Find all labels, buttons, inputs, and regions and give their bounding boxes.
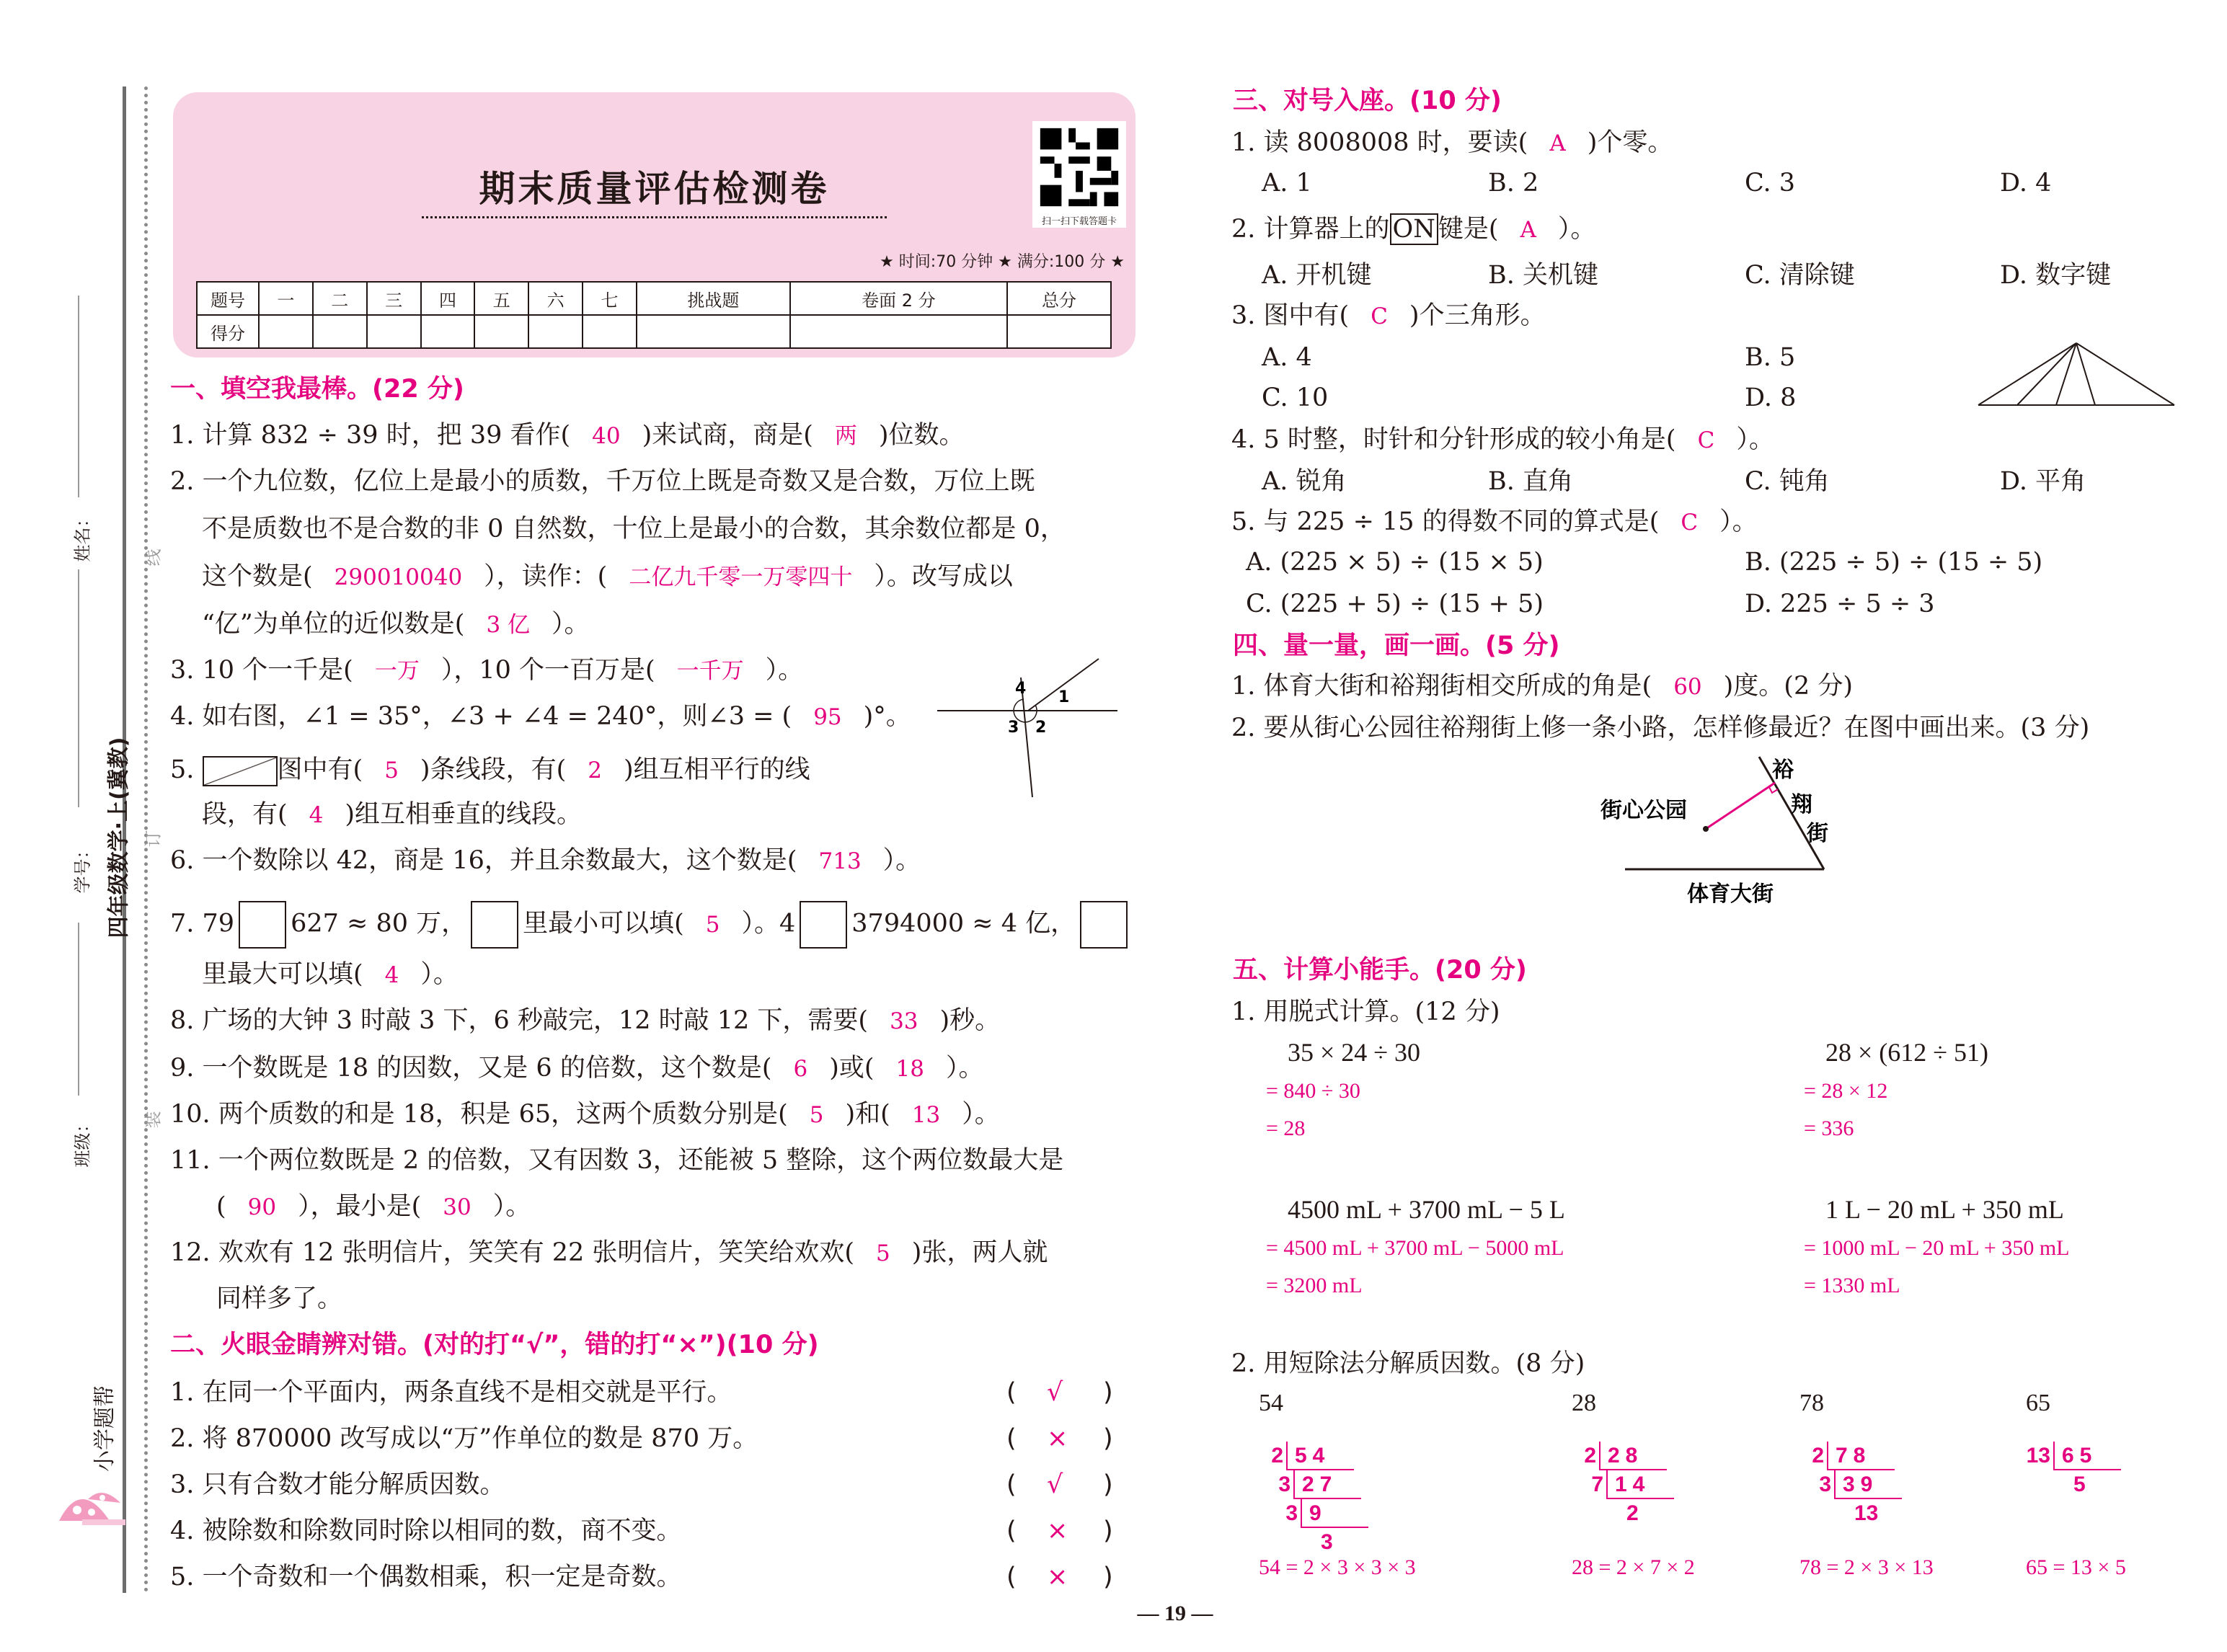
page-title: 期末质量评估检测卷 xyxy=(479,168,830,210)
question-text: 5. 与 225 ÷ 15 的得数不同的算式是( xyxy=(1231,507,1660,536)
answer-text: 290010040 xyxy=(334,564,463,590)
calc-step: = 336 xyxy=(1804,1116,1854,1140)
question-text: 里最大可以填( xyxy=(202,960,363,989)
question-text: ）。 xyxy=(552,610,590,639)
true-false-answer[interactable]: × xyxy=(1047,1516,1068,1545)
question-1-7 xyxy=(170,901,1132,949)
question-text: 2. 一个九位数，亿位上是最小的质数，千万位上既是奇数又是合数，万位上既 xyxy=(170,467,1035,496)
answer-text: 一千万 xyxy=(676,658,744,684)
dividend: 14 xyxy=(1606,1470,1674,1499)
score-cell[interactable] xyxy=(637,315,790,348)
answer-text: A xyxy=(1520,217,1536,243)
street-label: 街 xyxy=(1807,821,1828,846)
paren-open: ( xyxy=(1006,1470,1017,1499)
answer-text: 5 xyxy=(705,911,720,938)
division-step xyxy=(1799,1442,1902,1470)
question-1-5 xyxy=(170,754,810,786)
question-text: )个三角形。 xyxy=(1409,301,1546,330)
score-header-cell: 总分 xyxy=(1007,282,1111,315)
avenue-label: 体育大街 xyxy=(1687,881,1774,907)
dividend: 54 xyxy=(1286,1442,1354,1470)
score-header-cell: 五 xyxy=(474,282,528,315)
option: D. 平角 xyxy=(2000,467,2086,496)
score-header-cell: 卷面 2 分 xyxy=(790,282,1007,315)
score-row xyxy=(197,315,1111,348)
question-text: 1. 体育大街和裕翔街相交所成的角是( xyxy=(1231,672,1652,701)
street-label: 裕 xyxy=(1772,758,1794,783)
question-4-2 xyxy=(1231,712,2089,744)
mushroom-logo-icon xyxy=(52,1478,131,1550)
question-text: 6. 一个数除以 42，商是 16，并且余数最大，这个数是( xyxy=(170,846,797,875)
answer-text: C xyxy=(1697,427,1715,453)
answer-text: 5 xyxy=(384,758,399,783)
divisor: 3 xyxy=(1285,1501,1298,1525)
question-text: )秒。 xyxy=(939,1006,1001,1035)
qr-caption: 扫一扫下载答题卡 xyxy=(1041,216,1117,227)
answer-text: 713 xyxy=(818,848,862,874)
true-false-answer[interactable]: × xyxy=(1047,1424,1068,1453)
question-4-1 xyxy=(1231,670,1853,703)
score-header-cell: 一 xyxy=(259,282,313,315)
question-1-2-cont xyxy=(202,513,1066,545)
true-false-item: 1. 在同一个平面内，两条直线不是相交就是平行。 xyxy=(170,1378,732,1407)
question-3-4 xyxy=(1231,424,1774,456)
qr-code-icon[interactable] xyxy=(1032,121,1126,228)
question-text: 11. 一个两位数既是 2 的倍数，又有因数 3，还能被 5 整除，这个两位数最大是 xyxy=(170,1146,1064,1175)
question-1-9 xyxy=(170,1052,984,1085)
calc-step: = 840 ÷ 30 xyxy=(1266,1079,1360,1103)
student-no-field[interactable] xyxy=(78,569,79,807)
true-false-answer[interactable]: × xyxy=(1047,1563,1068,1591)
question-3-1 xyxy=(1231,127,1673,159)
question-3-2 xyxy=(1231,213,1595,246)
question-1-6 xyxy=(170,845,921,877)
section-5-heading: 五、计算小能手。(20 分) xyxy=(1233,956,1527,985)
score-header-cell: 四 xyxy=(421,282,475,315)
question-text: )组互相平行的线 xyxy=(623,755,810,784)
blank-box[interactable] xyxy=(239,901,286,949)
question-text: ）。 xyxy=(962,1100,1000,1129)
bind-mark: 订 xyxy=(143,830,164,848)
question-text: ）。 xyxy=(1736,425,1774,454)
student-no-label: 学号： xyxy=(72,841,93,894)
question-text: ），10 个一百万是( xyxy=(440,656,655,685)
calc-step: = 28 × 12 xyxy=(1804,1079,1888,1103)
answer-text: 一万 xyxy=(374,658,420,684)
question-text: )条线段，有( xyxy=(420,755,567,784)
answer-text: 30 xyxy=(443,1194,471,1220)
dividend: 27 xyxy=(1293,1470,1361,1499)
paren-open: ( xyxy=(1006,1563,1017,1591)
division-number: 78 xyxy=(1799,1390,1824,1416)
question-text: )和( xyxy=(845,1100,890,1129)
class-field[interactable] xyxy=(78,923,79,1096)
question-text: 图中有( xyxy=(277,755,363,784)
question-text: ）。 xyxy=(1719,507,1758,536)
option: A. (225 × 5) ÷ (15 × 5) xyxy=(1246,548,1544,577)
question-text: 627 ≈ 80 万， xyxy=(291,909,467,938)
blank-box[interactable] xyxy=(1080,901,1128,949)
angle-label: 3 xyxy=(1008,719,1019,737)
answer-text: 60 xyxy=(1673,674,1702,700)
question-text: 1. 计算 832 ÷ 39 时，把 39 看作( xyxy=(170,421,571,450)
angle-figure xyxy=(930,649,1125,807)
question-text: 段，有( xyxy=(202,800,288,829)
paren-close: ) xyxy=(1103,1378,1113,1407)
question-3-3 xyxy=(1231,300,1546,332)
calc-step: = 1000 mL − 20 mL + 350 mL xyxy=(1804,1236,2070,1260)
question-1-7-cont xyxy=(202,959,459,991)
answer-text: 6 xyxy=(793,1056,808,1082)
divisor: 2 xyxy=(1584,1444,1596,1467)
time-score-info: ★ 时间:70 分钟 ★ 满分:100 分 ★ xyxy=(880,253,1125,271)
question-text: ）。 xyxy=(882,846,921,875)
section-4-heading: 四、量一量，画一画。(5 分) xyxy=(1233,631,1560,660)
question-text: 7. 79 xyxy=(170,909,235,938)
question-text: )张，两人就 xyxy=(911,1238,1048,1267)
paren-open: ( xyxy=(1006,1424,1017,1453)
score-row-label: 得分 xyxy=(197,315,259,348)
true-false-answer[interactable]: √ xyxy=(1047,1378,1063,1407)
option: C. 3 xyxy=(1745,169,1796,197)
question-text: 2. 要从街心公园往裕翔街上修一条小路，怎样修最近？在图中画出来。(3 分) xyxy=(1231,714,2090,742)
score-cell[interactable] xyxy=(528,315,583,348)
question-text: 不是质数也不是合数的非 0 自然数，十位上是最小的合数，其余数位都是 0， xyxy=(202,515,1066,543)
angle-label: 4 xyxy=(1015,680,1027,698)
angle-label: 2 xyxy=(1035,719,1047,737)
question-text: ），最小是( xyxy=(298,1192,422,1221)
option: D. 225 ÷ 5 ÷ 3 xyxy=(1745,590,1935,618)
question-text: 12. 欢欢有 12 张明信片，笑笑有 22 张明信片，笑笑给欢欢( xyxy=(170,1238,855,1267)
question-text: ）。4 xyxy=(741,909,796,938)
option: A. 锐角 xyxy=(1262,467,1347,496)
option: A. 4 xyxy=(1262,343,1312,372)
answer-text: 40 xyxy=(592,423,621,449)
question-1-8 xyxy=(170,1005,1000,1037)
section-2-heading: 二、火眼金睛辨对错。(对的打“√”，错的打“×”)(10 分) xyxy=(170,1331,819,1359)
question-text: ）。 xyxy=(945,1054,984,1083)
street-label: 翔 xyxy=(1791,792,1812,817)
answer-text: 90 xyxy=(247,1194,277,1220)
calc-step: = 4500 mL + 3700 mL − 5000 mL xyxy=(1266,1236,1564,1260)
answer-text: A xyxy=(1549,130,1566,156)
short-division xyxy=(1799,1390,1902,1528)
true-false-item: 3. 只有合数才能分解质因数。 xyxy=(170,1470,505,1499)
score-header-cell: 题号 xyxy=(197,282,259,315)
question-text: ）。 xyxy=(420,960,459,989)
question-text: 9. 一个数既是 18 的因数，又是 6 的倍数，这个数是( xyxy=(170,1054,772,1083)
option: C. 10 xyxy=(1262,383,1329,412)
blank-box[interactable] xyxy=(800,901,847,949)
score-cell[interactable] xyxy=(790,315,1007,348)
question-text: 3. 图中有( xyxy=(1231,301,1350,330)
division-step xyxy=(1807,1470,1902,1499)
paren-open: ( xyxy=(1006,1516,1017,1545)
question-text: 5. xyxy=(170,755,203,784)
brand-label: 小学题帮 xyxy=(92,1385,118,1472)
question-text: 键是( xyxy=(1438,215,1499,244)
answer-text: 13 xyxy=(911,1102,941,1128)
paren-open: ( xyxy=(1006,1378,1017,1407)
score-header-cell: 六 xyxy=(528,282,583,315)
factorization-result: 28 = 2 × 7 × 2 xyxy=(1572,1555,1695,1579)
option: B. 2 xyxy=(1488,169,1539,197)
answer-text: 2 xyxy=(588,758,602,783)
division-remainder: 5 xyxy=(2073,1473,2086,1496)
question-text: )或( xyxy=(829,1054,875,1083)
question-1-3 xyxy=(170,654,803,687)
calc-expression: 4500 mL + 3700 mL − 5 L xyxy=(1288,1195,1565,1224)
option: B. 关机键 xyxy=(1488,261,1598,290)
paren-close: ) xyxy=(1103,1563,1113,1591)
true-false-item: 4. 被除数和除数同时除以相同的数，商不变。 xyxy=(170,1516,682,1545)
division-step xyxy=(1579,1470,1674,1499)
question-text: )组互相垂直的线段。 xyxy=(345,800,583,829)
question-text: “亿”为单位的近似数是( xyxy=(202,610,465,639)
question-text: 3794000 ≈ 4 亿， xyxy=(851,909,1076,938)
section-3-heading: 三、对号入座。(10 分) xyxy=(1233,86,1502,115)
factorization-result: 54 = 2 × 3 × 3 × 3 xyxy=(1259,1555,1416,1579)
paren-close: ) xyxy=(1103,1516,1113,1545)
option: C. 钝角 xyxy=(1745,467,1830,496)
option: D. 4 xyxy=(2000,169,2052,197)
option: B. (225 ÷ 5) ÷ (15 ÷ 5) xyxy=(1745,548,2043,577)
question-3-5 xyxy=(1231,506,1758,538)
short-division xyxy=(1259,1390,1368,1557)
bind-mark: 线 xyxy=(143,549,164,567)
question-1-10 xyxy=(170,1098,1000,1131)
blank-box[interactable] xyxy=(471,901,518,949)
division-step xyxy=(1259,1442,1368,1470)
answer-text: 两 xyxy=(834,423,857,449)
question-text: ）。 xyxy=(765,656,804,685)
answer-text: 33 xyxy=(890,1008,918,1034)
book-title: 四年级数学·上(冀教) xyxy=(106,737,132,938)
question-1-2 xyxy=(170,466,1035,497)
section-1-heading: 一、填空我最棒。(22 分) xyxy=(170,375,464,404)
score-cell[interactable] xyxy=(259,315,313,348)
page-number: — 19 — xyxy=(1137,1602,1213,1625)
question-text: 同样多了。 xyxy=(216,1284,343,1313)
question-5-1: 1. 用脱式计算。(12 分) xyxy=(1231,998,1500,1026)
answer-text: 5 xyxy=(876,1240,890,1266)
true-false-item: 2. 将 870000 改写成以“万”作单位的数是 870 万。 xyxy=(170,1424,758,1453)
answer-text: C xyxy=(1681,510,1699,536)
score-cell[interactable] xyxy=(367,315,421,348)
divisor: 3 xyxy=(1278,1473,1290,1496)
calc-step: = 28 xyxy=(1266,1116,1306,1140)
name-field[interactable] xyxy=(78,296,79,497)
class-label: 班级： xyxy=(72,1115,93,1168)
question-text: ）。 xyxy=(1557,215,1596,244)
divisor: 7 xyxy=(1591,1473,1603,1496)
question-5-2: 2. 用短除法分解质因数。(8 分) xyxy=(1231,1349,1585,1378)
question-1-11-cont xyxy=(216,1191,531,1223)
dividend: 9 xyxy=(1301,1499,1368,1528)
question-1-12-cont xyxy=(216,1283,342,1315)
dividend: 39 xyxy=(1834,1470,1902,1499)
score-header-cell: 七 xyxy=(583,282,637,315)
dividend: 28 xyxy=(1599,1442,1667,1470)
question-1-4 xyxy=(170,701,911,733)
question-1-12 xyxy=(170,1237,1048,1269)
question-text: ）。 xyxy=(492,1192,531,1221)
score-cell[interactable] xyxy=(313,315,367,348)
score-header-cell: 挑战题 xyxy=(637,282,790,315)
divisor: 3 xyxy=(1819,1473,1831,1496)
option: D. 8 xyxy=(1745,383,1797,412)
answer-text: 4 xyxy=(309,802,324,828)
option: C. (225 + 5) ÷ (15 + 5) xyxy=(1246,590,1544,618)
park-label: 街心公园 xyxy=(1600,798,1687,823)
question-text: 8. 广场的大钟 3 时敲 3 下，6 秒敲完，12 时敲 12 下，需要( xyxy=(170,1006,869,1035)
answer-text: 95 xyxy=(813,704,842,730)
short-division xyxy=(2026,1390,2121,1499)
division-step xyxy=(1273,1499,1368,1528)
answer-text: C xyxy=(1371,303,1388,329)
question-text: 10. 两个质数的和是 18，积是 65，这两个质数分别是( xyxy=(170,1100,788,1129)
angle-label: 1 xyxy=(1058,688,1070,706)
division-remainder: 2 xyxy=(1626,1501,1639,1525)
street-map-figure xyxy=(1586,750,1874,923)
division-step xyxy=(1572,1442,1674,1470)
question-text: )个零。 xyxy=(1587,128,1673,157)
question-1-2-cont xyxy=(202,608,590,641)
question-text: ），读作：( xyxy=(484,562,608,591)
option: D. 数字键 xyxy=(2000,261,2112,290)
division-number: 28 xyxy=(1572,1390,1596,1416)
division-remainder: 13 xyxy=(1854,1501,1879,1525)
rectangle-diagonal-figure xyxy=(203,756,278,786)
score-cell[interactable] xyxy=(1007,315,1111,348)
paren-close: ) xyxy=(1103,1470,1113,1499)
divisor: 13 xyxy=(2026,1444,2050,1467)
question-text: )°。 xyxy=(863,702,911,731)
calc-step: = 3200 mL xyxy=(1266,1274,1363,1297)
answer-text: 3 亿 xyxy=(486,612,531,638)
calc-expression: 35 × 24 ÷ 30 xyxy=(1288,1038,1421,1067)
division-number: 54 xyxy=(1259,1390,1283,1416)
triangle-figure xyxy=(1971,336,2180,411)
option: B. 直角 xyxy=(1488,467,1573,496)
dividend: 78 xyxy=(1827,1442,1895,1470)
short-division xyxy=(1572,1390,1674,1528)
divisor: 2 xyxy=(1812,1444,1824,1467)
calc-expression: 1 L − 20 mL + 350 mL xyxy=(1825,1195,2064,1224)
question-text: 1. 读 8008008 时，要读( xyxy=(1231,128,1528,157)
option: C. 清除键 xyxy=(1745,261,1855,290)
question-1-2-cont xyxy=(202,561,1013,593)
division-remainder: 3 xyxy=(1321,1530,1333,1554)
question-text: 4. 5 时整，时针和分针形成的较小角是( xyxy=(1231,425,1676,454)
division-step xyxy=(2026,1442,2121,1470)
option: A. 开机键 xyxy=(1262,261,1372,290)
score-header-cell: 三 xyxy=(367,282,421,315)
answer-text: 5 xyxy=(809,1102,824,1128)
question-text: ）。改写成以 xyxy=(874,562,1013,591)
true-false-item: 5. 一个奇数和一个偶数相乘，积一定是奇数。 xyxy=(170,1563,682,1591)
question-1-11 xyxy=(170,1145,1063,1176)
question-1-1 xyxy=(170,419,965,452)
dividend: 65 xyxy=(2053,1442,2121,1470)
name-label: 姓名： xyxy=(72,510,93,562)
title-divider xyxy=(422,216,887,218)
question-1-5-cont xyxy=(202,799,582,831)
on-key-label: ON xyxy=(1390,213,1438,245)
question-text: 2. 计算器上的 xyxy=(1231,215,1390,244)
division-number: 65 xyxy=(2026,1390,2050,1416)
score-cell[interactable] xyxy=(421,315,475,348)
question-text: )来试商，商是( xyxy=(642,421,813,450)
question-text: )位数。 xyxy=(878,421,965,450)
answer-text: 4 xyxy=(384,962,399,988)
option: A. 1 xyxy=(1262,169,1312,197)
question-text: ( xyxy=(216,1192,226,1221)
question-text: 这个数是( xyxy=(202,562,313,591)
paren-close: ) xyxy=(1103,1424,1113,1453)
question-text: 3. 10 个一千是( xyxy=(170,656,353,685)
score-table xyxy=(196,281,1112,349)
calc-step: = 1330 mL xyxy=(1804,1274,1900,1297)
division-step xyxy=(1266,1470,1368,1499)
divisor: 2 xyxy=(1271,1444,1283,1467)
question-text: 4. 如右图，∠1 = 35°，∠3 + ∠4 = 240°，则∠3 = ( xyxy=(170,702,792,731)
score-header-cell: 二 xyxy=(313,282,367,315)
question-text: 里最小可以填( xyxy=(523,909,684,938)
option: B. 5 xyxy=(1745,343,1796,372)
answer-text: 二亿九千零一万零四十 xyxy=(629,564,853,590)
true-false-answer[interactable]: √ xyxy=(1047,1470,1063,1499)
calc-expression: 28 × (612 ÷ 51) xyxy=(1825,1038,1989,1067)
score-header-row xyxy=(197,282,1111,315)
factorization-result: 65 = 13 × 5 xyxy=(2026,1555,2126,1579)
answer-text: 18 xyxy=(895,1056,924,1082)
question-text: )度。(2 分) xyxy=(1723,672,1853,701)
factorization-result: 78 = 2 × 3 × 13 xyxy=(1799,1555,1934,1579)
bind-mark: 装 xyxy=(143,1111,164,1129)
score-cell[interactable] xyxy=(583,315,637,348)
score-cell[interactable] xyxy=(474,315,528,348)
